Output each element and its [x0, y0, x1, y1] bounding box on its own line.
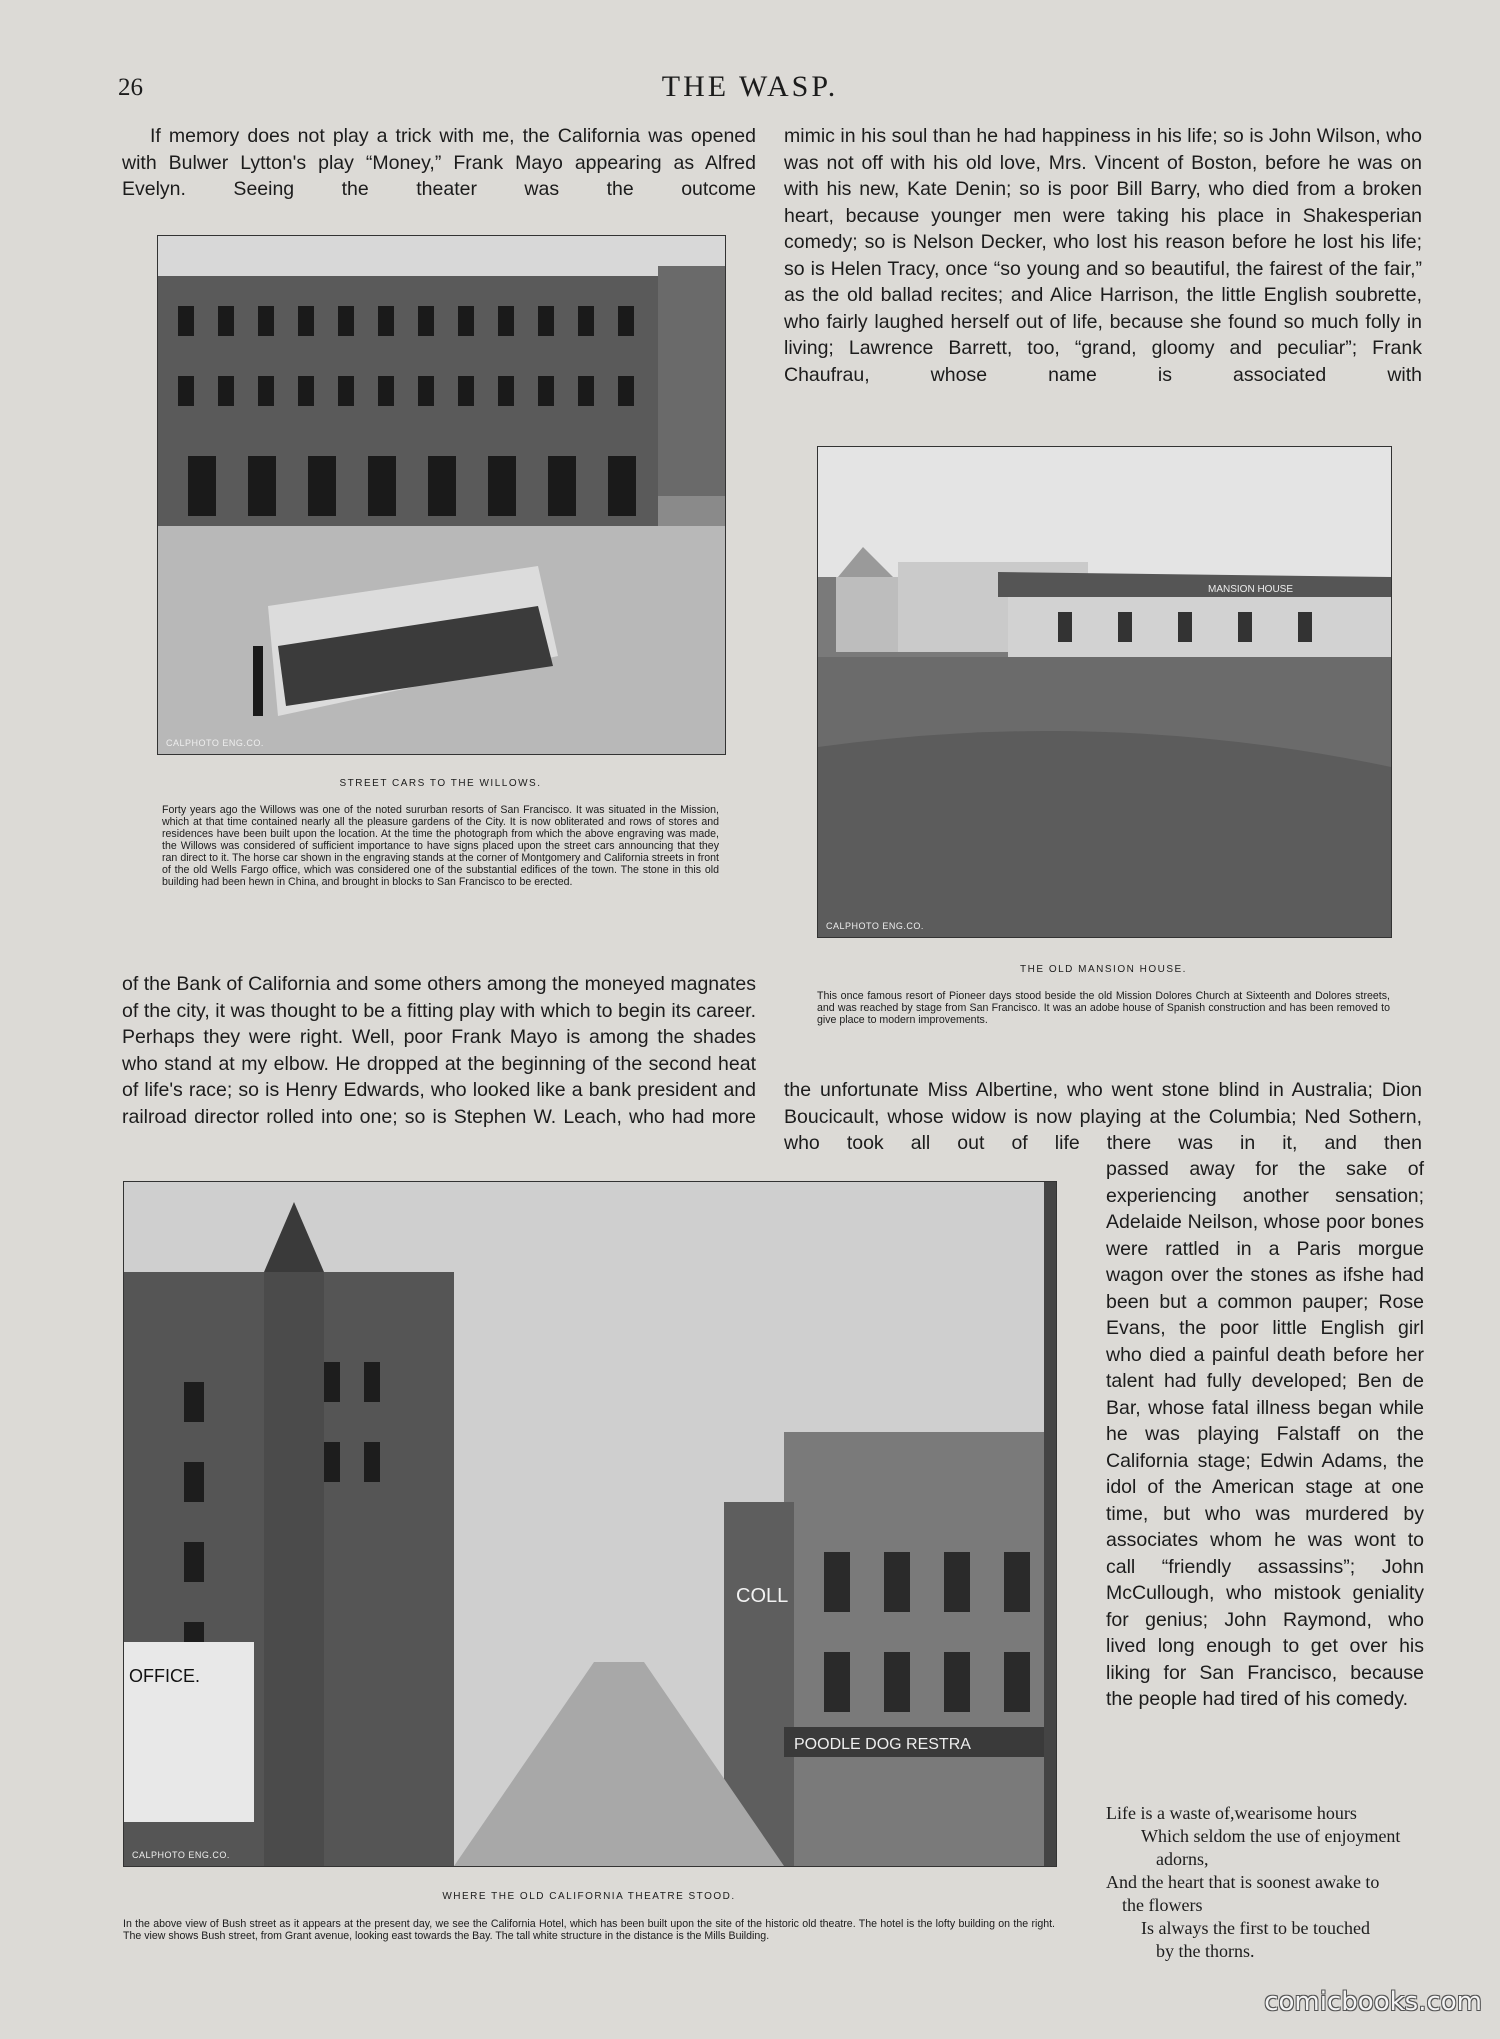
- poodle-dog-sign: POODLE DOG RESTRA: [794, 1736, 971, 1753]
- photo-mansion-house: [817, 446, 1392, 938]
- narrow-column-text: passed away for the sake of experiencing another sensation; Adelaide Neilson, whose poor bones were rattled in a Paris morgue wagon over the stones as ifshe had been but a common pauper; Rose Evans, the poor little English girl who died a painful death before her talent had fully developed; Ben de Bar, whose fatal illness began while he was playing Falstaff on the California stage; Edwin Adams, the idol of the American stage at one time, but who was murdered by associates whom he was wont to call “friendly assassins”; John McCullough, who mistook geniality for genius; John Raymond, who lived long enough to get over his liking for San Francisco, because the people had tired of his comedy.: [1106, 1158, 1424, 1710]
- right-column-continued: the unfortunate Miss Albertine, who went stone blind in Australia; Dion Boucicault, whose widow is now playing at the Columbia; Ned Sothern, who took all out of life there was in it, and then: [784, 1079, 1422, 1154]
- caption-theatre: In the above view of Bush street as it appears at the present day, we see the California Hotel, which has been built upon the site of the historic old theatre. The hotel is the lofty building on the right. The view shows Bush street, from Grant avenue, looking east towards the Bay. The tall white structure in the distance is the Mills Building.: [123, 1918, 1055, 1942]
- engraver-credit: CALPHOTO ENG.CO.: [166, 738, 264, 748]
- mansion-house-illustration: [818, 447, 1391, 937]
- poem-line: by the thorns.: [1156, 1941, 1255, 1961]
- engraver-credit: CALPHOTO ENG.CO.: [826, 921, 924, 931]
- caption-street-cars: Forty years ago the Willows was one of the noted sururban resorts of San Francisco. It was situated in the Mission, which at that time contained nearly all the pleasure gardens of the City. It is now obliterated and rows of stores and residences have been built upon the location. At the time the photograph from which the above engraving was made, the Willows was considered of sufficient importance to have signs placed upon the street cars announcing that they ran direct to it. The horse car shown in the engraving stands at the corner of Montgomery and California streets in front of the old Wells Fargo office, which was considered one of the substantial edifices of the town. The stone in this old building had been hewn in China, and brought in blocks to San Francisco to be erected.: [162, 804, 719, 888]
- poem-line: Is always the first to be touched: [1141, 1918, 1370, 1938]
- poem-line: And the heart that is soonest awake to: [1106, 1872, 1380, 1892]
- watermark: comicbooks.com: [1264, 1987, 1482, 2017]
- photo-street-cars: [157, 235, 726, 755]
- poem-line: Life is a waste of,wearisome hours: [1106, 1803, 1357, 1823]
- poem-line: Which seldom the use of enjoyment: [1141, 1826, 1401, 1846]
- poem-line: the flowers: [1122, 1895, 1203, 1915]
- left-column-intro: If memory does not play a trick with me, the California was opened with Bulwer Lytton's play “Money,” Frank Mayo appearing as Alfred Evelyn. Seeing the theater was the outcome: [122, 125, 756, 200]
- photo-california-theatre: [123, 1181, 1057, 1867]
- bush-street-illustration: [124, 1182, 1056, 1866]
- caption-title-street-cars: STREET CARS TO THE WILLOWS.: [339, 778, 542, 789]
- right-column-top: mimic in his soul than he had happiness in his life; so is John Wilson, who was not off with his old love, Mrs. Vincent of Boston, before he was on with his new, Kate Denin; so is poor Bill Barry, who died from a broken heart, because younger men were taking his place in Shakesperian comedy; so is Nelson Decker, who lost his reason before he lost his life; so is Helen Tracy, once “so young and so beautiful, the fairest of the fair,” as the old ballad recites; and Alice Harrison, the little English soubrette, who fairly laughed herself out of life, because she found so much folly in living; Lawrence Barrett, too, “grand, gloomy and peculiar”; Frank Chaufrau, whose name is associated with: [784, 125, 1422, 386]
- poem-line: adorns,: [1156, 1849, 1209, 1869]
- poem: [1106, 1802, 1436, 1963]
- caption-title-theatre: WHERE THE OLD CALIFORNIA THEATRE STOOD.: [442, 1891, 736, 1902]
- caption-mansion-house: This once famous resort of Pioneer days stood beside the old Mission Dolores Church at Sixteenth and Dolores streets, and was reached by stage from San Francisco. It was an adobe house of Spanish construction and has been removed to give place to modern improvements.: [817, 990, 1390, 1026]
- mansion-house-sign: MANSION HOUSE: [1208, 584, 1294, 595]
- caption-title-mansion-house: THE OLD MANSION HOUSE.: [1020, 964, 1187, 975]
- street-cars-illustration: [158, 236, 725, 754]
- page-title: THE WASP.: [661, 70, 839, 103]
- office-sign: OFFICE.: [129, 1666, 200, 1686]
- left-column-continued: of the Bank of California and some others among the moneyed magnates of the city, it was thought to be a fitting play with which to begin its career. Perhaps they were right. Well, poor Frank Mayo is among the shades who stand at my elbow. He dropped at the beginning of the second heat of life's race; so is Henry Edwards, who looked like a bank president and railroad director rolled into one; so is Stephen W. Leach, who had more: [122, 973, 756, 1128]
- college-sign: COLL: [736, 1585, 789, 1607]
- engraver-credit: CALPHOTO ENG.CO.: [132, 1850, 230, 1860]
- page-number: 26: [118, 74, 143, 101]
